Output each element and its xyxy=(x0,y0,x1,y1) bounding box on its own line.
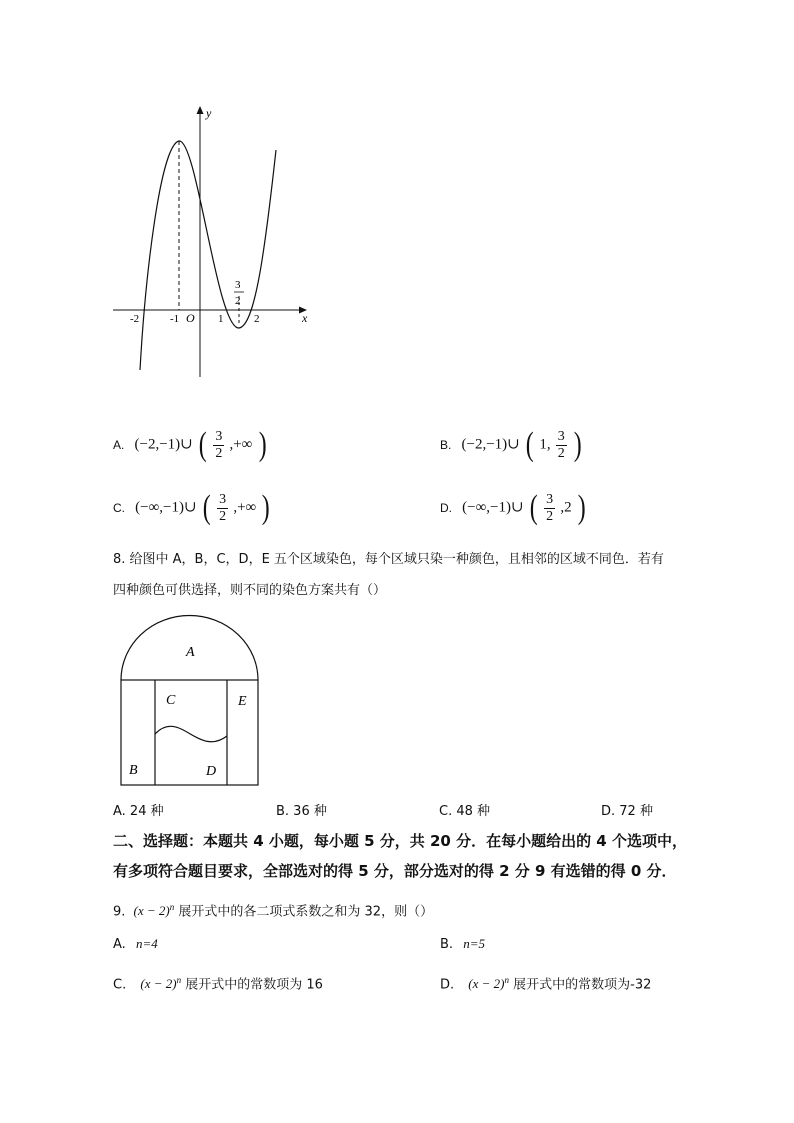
section-2-heading-line-2: 有多项符合题目要求，全部选对的得 5 分，部分选对的得 2 分 9 有选错的得 0 分． xyxy=(113,862,677,880)
fraction: $\frac{3}{2}$ xyxy=(215,428,223,461)
q9-stem-text: 展开式中的各二项式系数之和为 32，则（） xyxy=(178,904,434,920)
option-pre: 1, xyxy=(539,436,551,453)
cubic-curve xyxy=(140,141,276,370)
q9-option-a[interactable] xyxy=(113,930,158,958)
paren-open: ( xyxy=(529,489,538,526)
region-label-c: C xyxy=(166,693,176,708)
wavy-divider xyxy=(155,726,227,741)
q7-option-b[interactable] xyxy=(440,428,583,462)
option-label: C. xyxy=(113,500,125,515)
tick-label-neg2: -2 xyxy=(130,313,140,325)
option-exponent: n xyxy=(176,975,182,985)
option-exponent: n xyxy=(504,975,509,985)
q8-stem-line-1: 8. 给图中 A，B，C，D，E 五个区域染色，每个区域只染一种颜色，且相邻的区域不同色．若有 xyxy=(113,552,664,567)
y-axis-arrow xyxy=(197,106,204,114)
tick-label-1: 1 xyxy=(218,313,224,325)
option-label: D. xyxy=(440,977,455,993)
option-tail: ,+∞ xyxy=(233,499,257,516)
q8-option-d[interactable]: D. 72 种 xyxy=(601,804,653,819)
option-label: D. xyxy=(440,500,452,515)
tick-label-2: 2 xyxy=(254,313,260,325)
fraction: $\frac{3}{2}$ xyxy=(557,428,565,461)
x-axis-label: x xyxy=(302,311,308,325)
option-text: n=5 xyxy=(463,936,485,951)
option-expression: (x − 2) xyxy=(468,976,505,992)
option-text: 展开式中的常数项为 16 xyxy=(185,977,323,993)
paren-open: ( xyxy=(198,426,207,463)
q8-option-a[interactable]: A. 24 种 xyxy=(113,804,164,819)
q7-option-a[interactable] xyxy=(113,428,268,462)
option-interval: (−2,−1)∪ xyxy=(134,436,193,453)
paren-close: ) xyxy=(577,489,586,526)
origin-label: O xyxy=(186,311,195,325)
q8-stem-line-2: 四种颜色可供选择，则不同的染色方案共有（） xyxy=(113,583,387,598)
fraction: $\frac{3}{2}$ xyxy=(219,491,227,524)
option-label: B. xyxy=(440,937,454,952)
option-tail: ,+∞ xyxy=(229,436,253,453)
y-axis-label: y xyxy=(206,106,212,120)
paren-open: ( xyxy=(525,426,534,463)
paren-open: ( xyxy=(202,489,211,526)
option-label: A. xyxy=(113,437,125,452)
option-interval: (−2,−1)∪ xyxy=(461,436,520,453)
region-label-e: E xyxy=(238,694,247,709)
region-label-d: D xyxy=(206,764,217,779)
option-interval: (−∞,−1)∪ xyxy=(135,499,197,516)
option-tail: ,2 xyxy=(560,499,572,516)
region-diagram xyxy=(118,608,262,788)
q9-stem xyxy=(113,894,433,925)
paren-close: ) xyxy=(262,489,270,526)
tick-frac-denominator: 2 xyxy=(235,295,241,307)
q9-number: 9. xyxy=(113,904,126,920)
option-interval: (−∞,−1)∪ xyxy=(462,499,524,516)
q7-option-d[interactable] xyxy=(440,491,587,525)
q8-option-b[interactable]: B. 36 种 xyxy=(276,804,327,819)
q9-option-d[interactable] xyxy=(440,967,651,998)
option-label: A. xyxy=(113,937,126,952)
q9-option-b[interactable] xyxy=(440,930,485,958)
option-label: B. xyxy=(440,437,452,452)
paren-close: ) xyxy=(258,426,267,463)
option-label: C. xyxy=(113,977,127,993)
region-label-a: A xyxy=(186,645,195,660)
paren-close: ) xyxy=(573,426,582,463)
option-text: n=4 xyxy=(135,936,158,951)
function-graph xyxy=(105,100,325,385)
option-expression: (x − 2) xyxy=(140,976,177,992)
region-label-b: B xyxy=(129,763,138,778)
q7-option-c[interactable] xyxy=(113,491,272,525)
q8-option-c[interactable]: C. 48 种 xyxy=(439,804,491,819)
section-2-heading-line-1: 二、选择题：本题共 4 小题，每小题 5 分，共 20 分．在每小题给出的 4 个选项中， xyxy=(113,832,687,850)
q9-expression: (x − 2) xyxy=(133,903,170,919)
q9-option-c[interactable] xyxy=(113,967,323,998)
fraction: $\frac{3}{2}$ xyxy=(546,491,554,524)
tick-label-neg1: -1 xyxy=(170,313,180,325)
tick-frac-numerator: 3 xyxy=(235,279,241,291)
q9-exponent: n xyxy=(169,902,175,912)
option-text: 展开式中的常数项为-32 xyxy=(513,977,652,993)
